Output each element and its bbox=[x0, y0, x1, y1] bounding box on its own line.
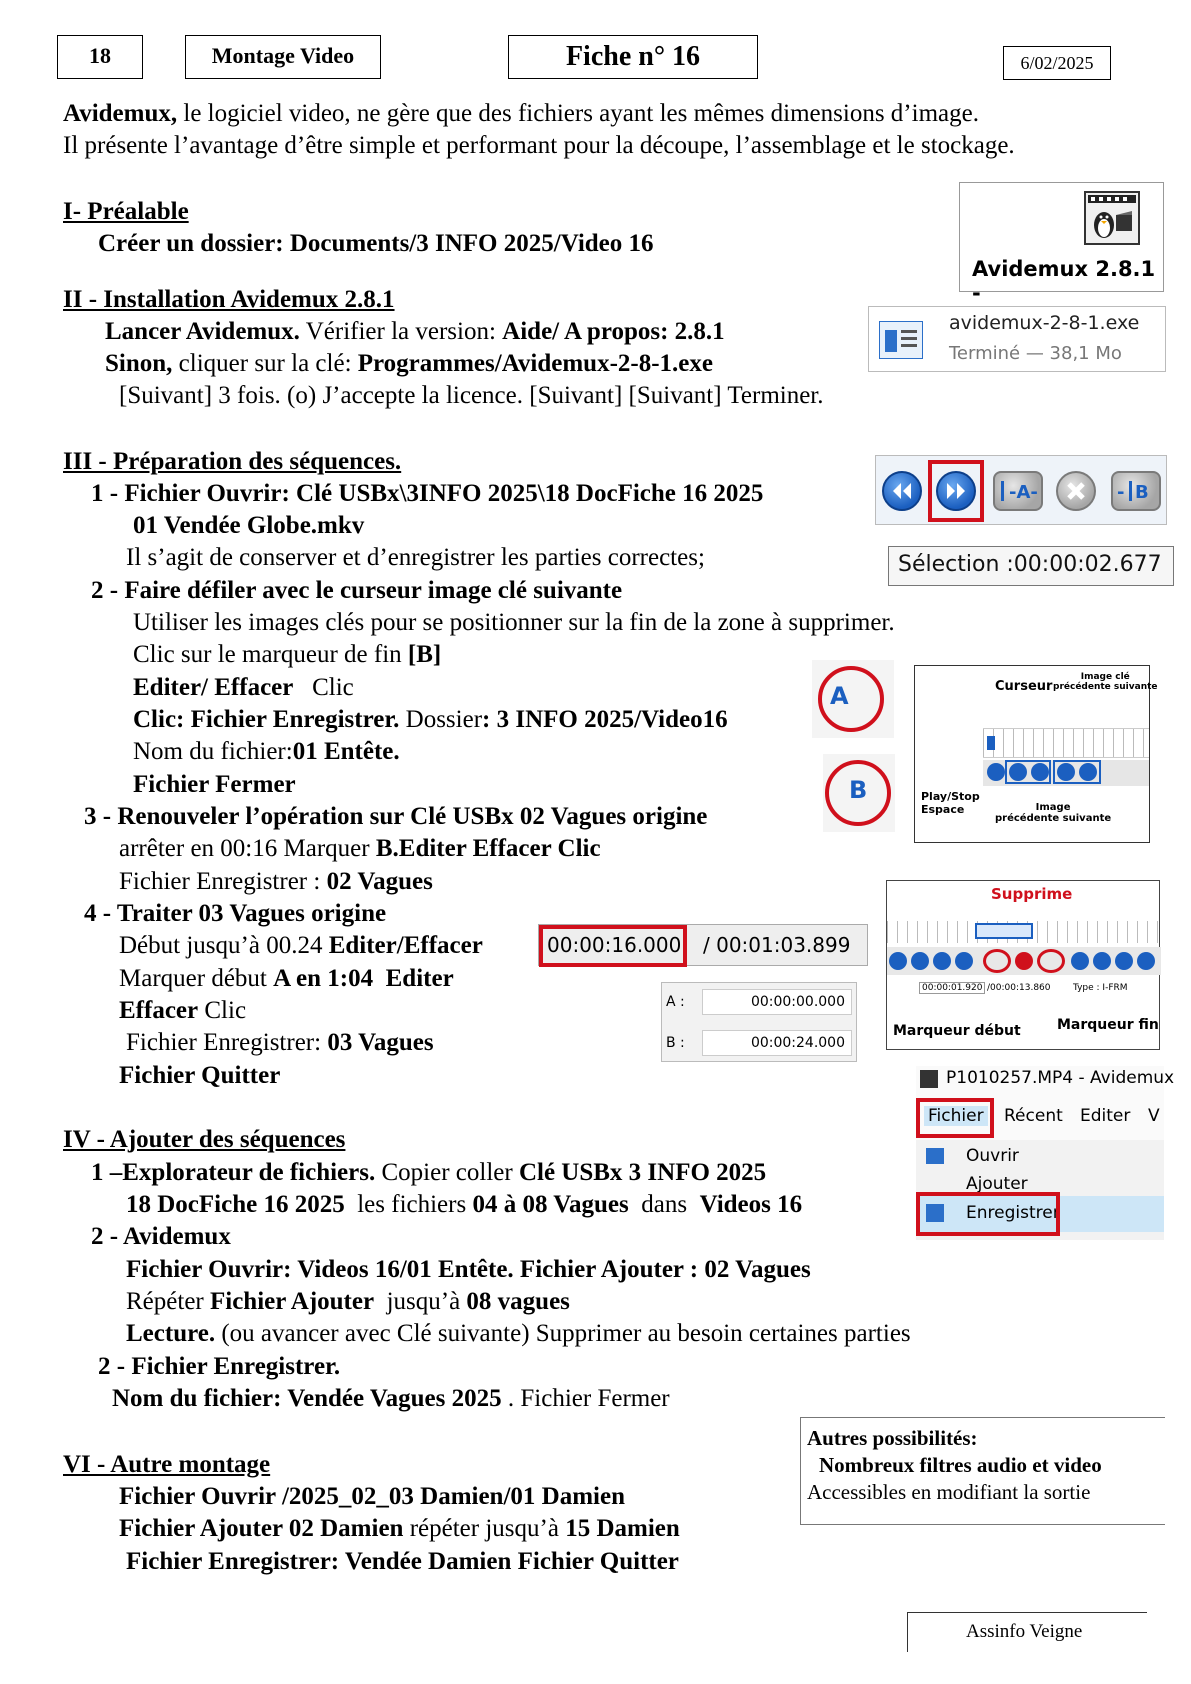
timeline-diagram-screenshot bbox=[914, 665, 1158, 843]
s6-l2-b2: 15 Damien bbox=[565, 1515, 680, 1542]
date-box: 6/02/2025 bbox=[1003, 46, 1111, 80]
sp-prev-icon[interactable] bbox=[911, 952, 929, 970]
keyframe-buttons-frame bbox=[1053, 760, 1101, 784]
marker-b-label: B : bbox=[666, 1035, 685, 1051]
note-box bbox=[800, 1417, 1165, 1525]
sp-goto-a-icon[interactable] bbox=[1071, 952, 1089, 970]
sp-play-icon[interactable] bbox=[889, 952, 907, 970]
timeline-cursor[interactable] bbox=[987, 736, 995, 750]
marker-a-icon[interactable] bbox=[993, 471, 1043, 511]
s3-line-10: Fichier Fermer bbox=[133, 771, 296, 798]
supprime-label: Supprime bbox=[991, 885, 1073, 903]
marker-a-circled-icon: A bbox=[830, 682, 849, 710]
image-buttons-frame bbox=[1005, 760, 1051, 784]
s6-l2-b1: Fichier Ajouter 02 Damien bbox=[119, 1515, 404, 1542]
s3-l16-t: Marquer début bbox=[119, 965, 274, 992]
s4-l2-b1: 18 DocFiche 16 2025 bbox=[126, 1191, 345, 1218]
s2-l1-b2: Aide/ A propos: 2.8.1 bbox=[502, 318, 725, 345]
s3-l18-t: Fichier Enregistrer: bbox=[126, 1029, 328, 1056]
sp-prev-black-icon[interactable] bbox=[1115, 952, 1133, 970]
section-4-title: IV - Ajouter des séquences bbox=[63, 1126, 346, 1153]
avidemux-icon-screenshot bbox=[959, 182, 1164, 305]
s2-l1-b1: Lancer Avidemux. bbox=[105, 318, 300, 345]
marqueur-fin-label: Marqueur fin bbox=[1057, 1017, 1159, 1033]
s3-l7-t: Clic bbox=[293, 674, 354, 701]
marker-a-label: A : bbox=[666, 994, 685, 1010]
section-3-title: III - Préparation des séquences. bbox=[63, 448, 402, 475]
s4-line-4: Fichier Ouvrir: Videos 16/01 Entête. Fichier Ajouter : 02 Vagues bbox=[126, 1256, 811, 1283]
menu-recent[interactable]: Récent bbox=[1004, 1106, 1063, 1126]
s3-l12-t: arrêter en 00:16 Marquer bbox=[119, 835, 376, 862]
s3-l13-t: Fichier Enregistrer : bbox=[119, 868, 327, 895]
markers-screenshot bbox=[661, 982, 857, 1062]
delete-icon[interactable] bbox=[1056, 471, 1096, 511]
s4-l2-t2: dans bbox=[628, 1191, 700, 1218]
s3-line-12 bbox=[119, 833, 601, 865]
file-menu-screenshot bbox=[916, 1066, 1175, 1240]
s4-l8-b: Nom du fichier: Vendée Vagues 2025 bbox=[112, 1385, 502, 1412]
s3-line-18 bbox=[126, 1027, 434, 1059]
small-time-1: 00:00:01.920 bbox=[919, 982, 985, 994]
s3-line-16 bbox=[119, 963, 454, 995]
intro-line-1 bbox=[63, 98, 979, 130]
s3-line-15 bbox=[119, 930, 483, 962]
marker-a-circle-highlight bbox=[818, 666, 884, 732]
s4-line-5 bbox=[126, 1286, 570, 1318]
sp-next-black-icon[interactable] bbox=[1137, 952, 1155, 970]
avidemux-icon-label: Avidemux 2.8.1 - bbox=[972, 257, 1156, 305]
menu-fichier[interactable]: Fichier bbox=[924, 1106, 988, 1126]
section-2-line-3: [Suivant] 3 fois. (o) J’accepte la licence. [Suivant] [Suivant] Terminer. bbox=[119, 382, 824, 409]
s4-l2-t1: les fichiers bbox=[344, 1191, 473, 1218]
svg-text:B: B bbox=[1135, 482, 1149, 503]
s6-line-1: Fichier Ouvrir /2025_02_03 Damien/01 Damien bbox=[119, 1483, 625, 1510]
window-title: P1010257.MP4 - Avidemux bbox=[946, 1068, 1175, 1088]
page-number-box: 18 bbox=[57, 35, 143, 79]
download-filename: avidemux-2-8-1.exe bbox=[949, 312, 1140, 334]
s4-line-3: 2 - Avidemux bbox=[91, 1223, 231, 1250]
s6-line-2 bbox=[119, 1513, 680, 1545]
section-1-line: Créer un dossier: Documents/3 INFO 2025/Video 16 bbox=[98, 230, 654, 257]
s3-line-6 bbox=[133, 639, 441, 671]
sp-delete-icon[interactable] bbox=[1015, 952, 1033, 970]
s3-l17-t: Clic bbox=[198, 997, 247, 1024]
image-label: Image précédente suivante bbox=[995, 802, 1112, 824]
s3-l15-b: Editer/Effacer bbox=[328, 932, 483, 959]
s2-l2-t1: cliquer sur la clé: bbox=[172, 350, 358, 377]
menu-fichier-highlight bbox=[916, 1098, 994, 1138]
s2-l2-b2: Programmes/Avidemux-2-8-1.exe bbox=[357, 350, 713, 377]
note-line-3: Accessibles en modifiant la sortie bbox=[807, 1480, 1091, 1504]
s3-l6-t: Clic sur le marqueur de fin bbox=[133, 641, 408, 668]
s3-l8-t: Dossier bbox=[399, 706, 483, 733]
current-time: 00:00:16.000 bbox=[547, 933, 682, 957]
s4-l1-b1: 1 –Explorateur de fichiers. bbox=[91, 1159, 376, 1186]
s4-l6-t: (ou avancer avec Clé suivante) Supprimer au besoin certaines parties bbox=[215, 1320, 911, 1347]
sp-marker-a-icon[interactable] bbox=[983, 949, 1011, 973]
footer-text: Assinfo Veigne bbox=[966, 1621, 1083, 1642]
s6-line-3: Fichier Enregistrer: Vendée Damien Fichier Quitter bbox=[126, 1548, 679, 1575]
menu-ajouter[interactable]: Ajouter bbox=[966, 1174, 1028, 1194]
s3-l17-b: Effacer bbox=[119, 997, 199, 1024]
s3-line-13 bbox=[119, 866, 433, 898]
s4-l5-b2: 08 vagues bbox=[466, 1288, 570, 1315]
small-time-2: /00:00:13.860 bbox=[987, 983, 1051, 993]
s4-l2-b2: 04 à 08 Vagues bbox=[472, 1191, 629, 1218]
s3-l9-b: 01 Entête. bbox=[292, 738, 400, 765]
marker-b-value[interactable]: 00:00:24.000 bbox=[702, 1030, 852, 1056]
marker-a-circled-screenshot bbox=[812, 660, 894, 738]
sp-prev-key-icon[interactable] bbox=[955, 952, 973, 970]
supprime-selection bbox=[975, 923, 1033, 939]
s4-l5-t1: Répéter bbox=[126, 1288, 210, 1315]
svg-text:-A-: -A- bbox=[1009, 482, 1038, 503]
supprime-screenshot bbox=[886, 880, 1160, 1050]
total-time: / 00:01:03.899 bbox=[703, 933, 851, 957]
sp-marker-b-icon[interactable] bbox=[1037, 949, 1065, 973]
section-1-title: I- Préalable bbox=[63, 198, 189, 225]
s3-line-4: 2 - Faire défiler avec le curseur image clé suivante bbox=[91, 577, 623, 604]
s4-l6-b: Lecture. bbox=[126, 1320, 216, 1347]
s4-l8-t: . Fichier Fermer bbox=[501, 1385, 670, 1412]
current-time-highlight bbox=[539, 925, 687, 967]
s3-line-3: Il s’agit de conserver et d’enregistrer les parties correctes; bbox=[126, 544, 705, 571]
section-2-title: II - Installation Avidemux 2.8.1 bbox=[63, 286, 395, 313]
intro-text-1: le logiciel video, ne gère que des fichiers ayant les mêmes dimensions d’image. bbox=[177, 100, 979, 127]
s3-line-19: Fichier Quitter bbox=[119, 1062, 281, 1089]
marker-a-value[interactable]: 00:00:00.000 bbox=[702, 989, 852, 1015]
curseur-label: Curseur bbox=[995, 679, 1053, 694]
timeline-ruler bbox=[983, 728, 1149, 758]
s3-line-1: 1 - Fichier Ouvrir: Clé USBx\3INFO 2025\18 DocFiche 16 2025 bbox=[91, 480, 764, 507]
keyframe-label: Image clé précédente suivante bbox=[1053, 672, 1158, 692]
intro-line-2: Il présente l’avantage d’être simple et performant pour la découpe, l’assemblage et le stockage. bbox=[63, 132, 1015, 159]
s3-l8-b2: : 3 INFO 2025/Video16 bbox=[482, 706, 728, 733]
s3-line-14: 4 - Traiter 03 Vagues origine bbox=[84, 900, 387, 927]
s3-line-2: 01 Vendée Globe.mkv bbox=[133, 512, 365, 539]
intro-avidemux: Avidemux, bbox=[63, 100, 178, 127]
s3-l6-b: [B] bbox=[407, 641, 442, 668]
section-2-line-2 bbox=[105, 348, 713, 380]
s3-l9-t: Nom du fichier: bbox=[133, 738, 293, 765]
s3-l8-b1: Clic: Fichier Enregistrer. bbox=[133, 706, 400, 733]
note-line-2: Nombreux filtres audio et video bbox=[819, 1453, 1102, 1477]
nav-buttons-screenshot bbox=[875, 455, 1167, 525]
s4-l1-t: Copier coller bbox=[375, 1159, 519, 1186]
menu-enregistrer-highlight bbox=[916, 1192, 1060, 1236]
s3-l12-b2: .Editer Effacer Clic bbox=[392, 835, 601, 862]
section-6-title: VI - Autre montage bbox=[63, 1451, 271, 1478]
avidemux-app-icon bbox=[1084, 191, 1140, 245]
s2-l2-b1: Sinon, bbox=[105, 350, 173, 377]
previous-keyframe-icon[interactable] bbox=[882, 471, 922, 511]
menu-ouvrir[interactable]: Ouvrir bbox=[966, 1146, 1019, 1166]
s3-line-5: Utiliser les images clés pour se positionner sur la fin de la zone à supprimer. bbox=[133, 609, 895, 636]
s3-line-7 bbox=[133, 672, 354, 704]
s3-l16-b: A en 1:04 Editer bbox=[273, 965, 454, 992]
s3-l15-t: Début jusqu’à 00.24 bbox=[119, 932, 329, 959]
fiche-title: Fiche n° 16 bbox=[508, 35, 758, 79]
download-screenshot bbox=[868, 306, 1166, 372]
note-line-1: Autres possibilités: bbox=[807, 1426, 978, 1450]
section-box: Montage Video bbox=[185, 35, 381, 79]
s4-line-8 bbox=[112, 1383, 670, 1415]
next-keyframe-highlight bbox=[928, 460, 984, 522]
s4-line-7: 2 - Fichier Enregistrer. bbox=[98, 1353, 341, 1380]
marqueur-debut-label: Marqueur début bbox=[893, 1023, 1021, 1039]
sp-next-icon[interactable] bbox=[933, 952, 951, 970]
s6-l2-t: répéter jusqu’à bbox=[403, 1515, 566, 1542]
s3-l7-b: Editer/ Effacer bbox=[133, 674, 294, 701]
open-icon bbox=[926, 1148, 944, 1164]
download-status: Terminé — 38,1 Mo bbox=[949, 343, 1122, 364]
file-icon bbox=[879, 321, 923, 359]
s4-l5-b1: Fichier Ajouter bbox=[209, 1288, 375, 1315]
footer-box bbox=[907, 1612, 1147, 1652]
menu-enregistrer[interactable]: Enregistrer bbox=[966, 1203, 1060, 1223]
menu-v[interactable]: V bbox=[1148, 1106, 1160, 1126]
marker-b-icon[interactable] bbox=[1111, 471, 1161, 511]
s3-line-8 bbox=[133, 704, 728, 736]
s4-l2-b3: Videos 16 bbox=[699, 1191, 803, 1218]
s4-line-6 bbox=[126, 1318, 911, 1350]
app-small-icon bbox=[920, 1070, 938, 1088]
s4-l5-t2: jusqu’à bbox=[374, 1288, 467, 1315]
small-type: Type : I-FRM bbox=[1073, 983, 1128, 993]
s4-line-1 bbox=[91, 1157, 766, 1189]
play-stop-label: Play/Stop Espace bbox=[921, 790, 980, 816]
s3-line-9 bbox=[133, 736, 400, 768]
selection-readout: Sélection :00:00:02.677 bbox=[898, 552, 1162, 577]
s3-line-11: 3 - Renouveler l’opération sur Clé USBx 02 Vagues origine bbox=[84, 803, 708, 830]
svg-text:-: - bbox=[1117, 482, 1125, 503]
marker-b-circled-icon: B bbox=[849, 776, 868, 804]
marker-b-circled-screenshot bbox=[823, 754, 895, 832]
menu-editer[interactable]: Editer bbox=[1080, 1106, 1131, 1126]
s4-l1-b2: Clé USBx 3 INFO 2025 bbox=[518, 1159, 767, 1186]
s3-line-17 bbox=[119, 995, 246, 1027]
s4-line-2 bbox=[126, 1189, 802, 1221]
s2-l1-t1: Vérifier la version: bbox=[299, 318, 503, 345]
time-readout-screenshot bbox=[538, 924, 868, 966]
s3-l18-b: 03 Vagues bbox=[327, 1029, 434, 1056]
s3-l13-b: 02 Vagues bbox=[326, 868, 433, 895]
section-2-line-1 bbox=[105, 316, 725, 348]
s3-l12-b1: B bbox=[375, 835, 393, 862]
selection-screenshot bbox=[888, 546, 1174, 586]
sp-goto-b-icon[interactable] bbox=[1093, 952, 1111, 970]
play-icon[interactable] bbox=[987, 763, 1005, 781]
